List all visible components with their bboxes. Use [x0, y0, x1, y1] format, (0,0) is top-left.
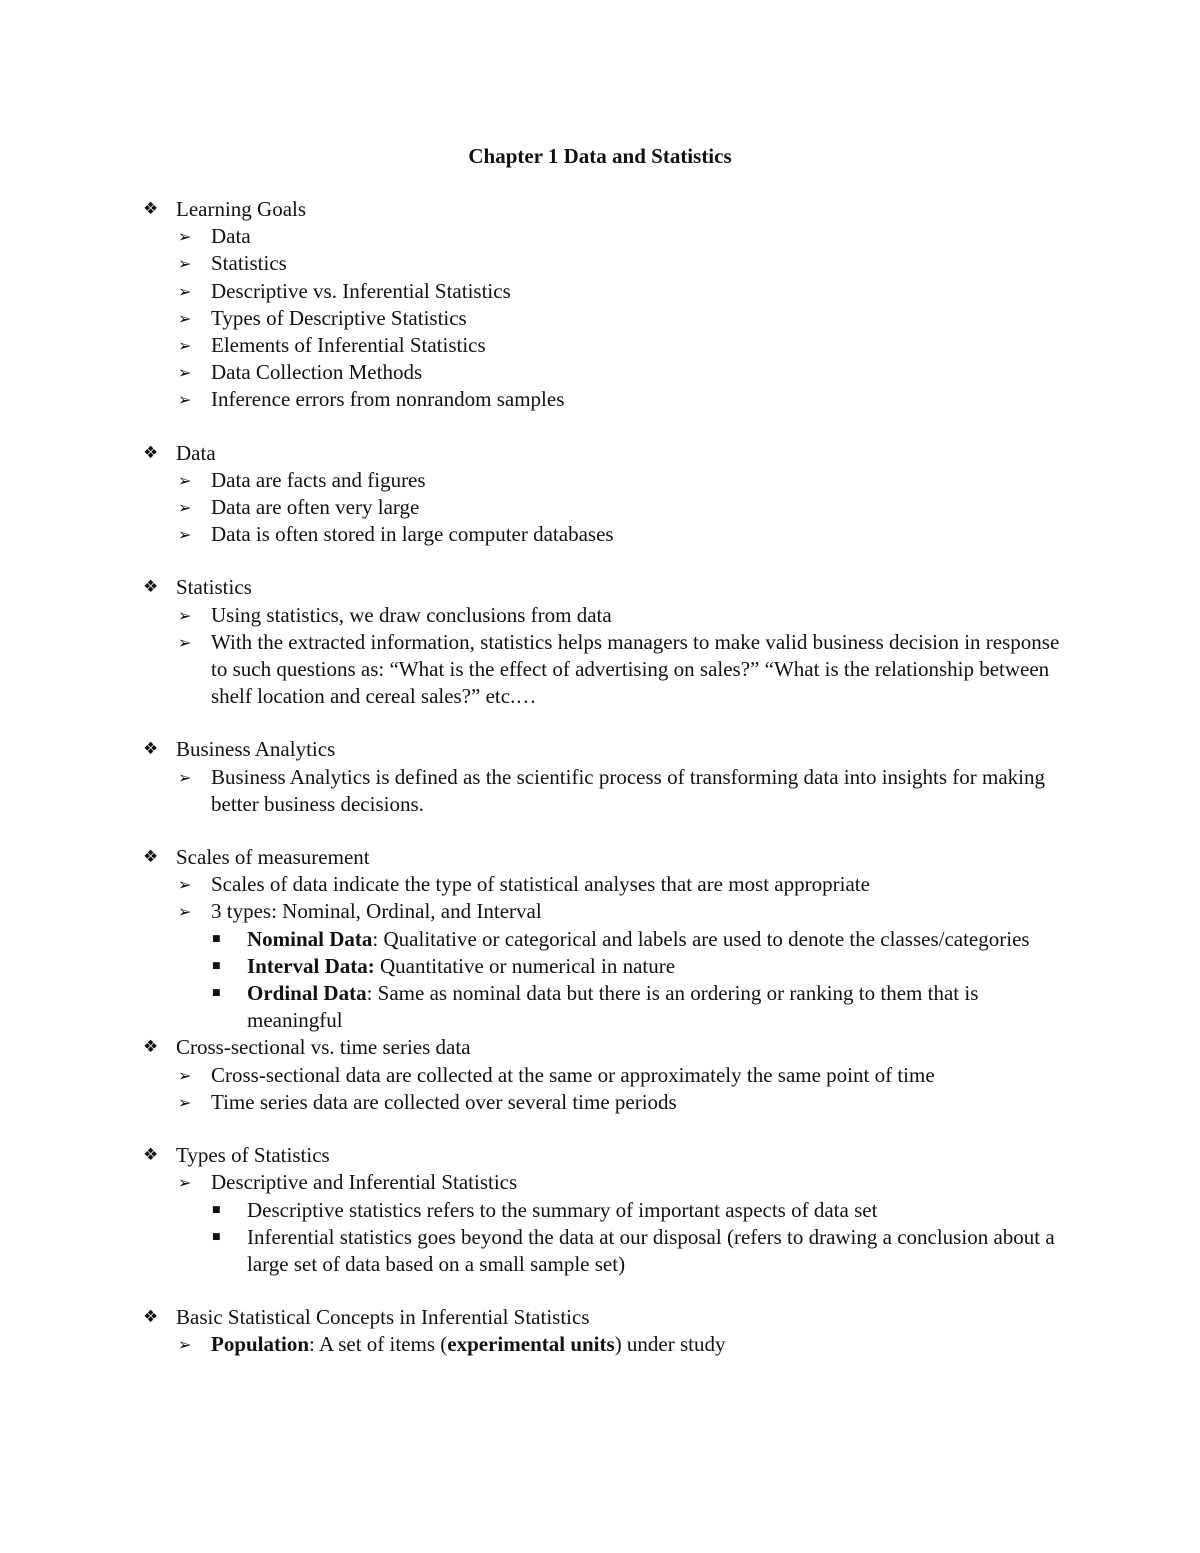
arrow-bullet-icon: ➢ — [178, 308, 192, 328]
section-heading: ❖ Business Analytics — [0, 736, 1200, 763]
section-basic-statistical-concepts — [0, 1304, 1200, 1358]
arrow-bullet-icon: ➢ — [178, 336, 192, 356]
list-item: ➢ Types of Descriptive Statistics — [0, 305, 1200, 332]
diamond-bullet-icon: ❖ — [143, 1307, 159, 1328]
arrow-bullet-icon: ➢ — [178, 363, 192, 383]
list-item: ➢ Time series data are collected over several time periods — [0, 1089, 1200, 1116]
section-heading: ❖ Learning Goals — [0, 196, 1200, 223]
section-heading: ❖ Basic Statistical Concepts in Inferential Statistics — [0, 1304, 1200, 1331]
arrow-bullet-icon: ➢ — [178, 470, 192, 490]
list-item: ➢ Inference errors from nonrandom samples — [0, 386, 1200, 413]
sub-list-item: ■ Inferential statistics goes beyond the data at our disposal (refers to drawing a conclusion about a large set of data based on a small sample set) — [212, 1224, 1055, 1276]
diamond-bullet-icon: ❖ — [143, 1145, 159, 1166]
square-bullet-icon: ■ — [212, 1231, 221, 1242]
section-learning-goals — [0, 196, 1200, 414]
arrow-bullet-icon: ➢ — [178, 1065, 192, 1085]
arrow-bullet-icon: ➢ — [178, 281, 192, 301]
sub-list-item: ■ Interval Data: Quantitative or numerical in nature — [0, 953, 1200, 980]
section-cross-sectional — [0, 1034, 1200, 1116]
diamond-bullet-icon: ❖ — [143, 847, 159, 868]
list-item: ➢ 3 types: Nominal, Ordinal, and Interval — [0, 898, 1200, 925]
arrow-bullet-icon: ➢ — [178, 1335, 192, 1355]
arrow-bullet-icon: ➢ — [178, 1092, 192, 1112]
list-item: ➢ Business Analytics is defined as the scientific process of transforming data into insights for making better business decisions. — [178, 764, 1046, 816]
arrow-bullet-icon: ➢ — [178, 605, 192, 625]
section-heading: ❖ Statistics — [0, 574, 1200, 601]
list-item: ➢ Population: A set of items (experimental units) under study — [0, 1331, 1200, 1358]
list-item: ➢ Elements of Inferential Statistics — [0, 332, 1200, 359]
section-scales-of-measurement — [0, 844, 1200, 1034]
section-data — [0, 440, 1200, 549]
section-heading: ❖ Scales of measurement — [0, 844, 1200, 871]
list-item: ➢ Data is often stored in large computer databases — [0, 521, 1200, 548]
list-item: ➢ Descriptive vs. Inferential Statistics — [0, 278, 1200, 305]
diamond-bullet-icon: ❖ — [143, 199, 159, 219]
section-business-analytics — [0, 736, 1200, 818]
square-bullet-icon: ■ — [212, 1204, 221, 1215]
section-heading: ❖ Types of Statistics — [0, 1142, 1200, 1169]
square-bullet-icon: ■ — [212, 988, 221, 999]
list-item: ➢ Descriptive and Inferential Statistics — [0, 1169, 1200, 1196]
list-item: ➢ Using statistics, we draw conclusions from data — [0, 602, 1200, 629]
list-item: ➢ With the extracted information, statistics helps managers to make valid business decision in response to such questions as: “What is the effect of advertising on sales?” “What is the relationship between shelf location and cereal sales?” etc.… — [178, 629, 1060, 709]
section-heading: ❖ Data — [0, 440, 1200, 467]
arrow-bullet-icon: ➢ — [178, 254, 192, 274]
list-item: ➢ Data are often very large — [0, 494, 1200, 521]
section-statistics — [0, 574, 1200, 710]
list-item: ➢ Data — [0, 223, 1200, 250]
arrow-bullet-icon: ➢ — [178, 1173, 192, 1193]
arrow-bullet-icon: ➢ — [178, 632, 192, 652]
arrow-bullet-icon: ➢ — [178, 525, 192, 545]
arrow-bullet-icon: ➢ — [178, 227, 192, 247]
arrow-bullet-icon: ➢ — [178, 902, 192, 922]
list-item: ➢ Cross-sectional data are collected at the same or approximately the same point of time — [0, 1062, 1200, 1089]
section-heading: ❖ Cross-sectional vs. time series data — [0, 1034, 1200, 1061]
square-bullet-icon: ■ — [212, 933, 221, 944]
list-item: ➢ Data are facts and figures — [0, 467, 1200, 494]
list-item: ➢ Data Collection Methods — [0, 359, 1200, 386]
square-bullet-icon: ■ — [212, 960, 221, 971]
diamond-bullet-icon: ❖ — [143, 442, 159, 463]
section-types-of-statistics — [0, 1142, 1200, 1278]
arrow-bullet-icon: ➢ — [178, 390, 192, 410]
diamond-bullet-icon: ❖ — [143, 1037, 159, 1058]
arrow-bullet-icon: ➢ — [178, 875, 192, 895]
list-item: ➢ Scales of data indicate the type of statistical analyses that are most appropriate — [0, 871, 1200, 898]
outline — [0, 196, 1200, 1359]
arrow-bullet-icon: ➢ — [178, 767, 192, 787]
diamond-bullet-icon: ❖ — [143, 739, 159, 760]
sub-list-item: ■ Nominal Data: Qualitative or categorical and labels are used to denote the classes/categories — [0, 926, 1200, 953]
sub-list-item: ■ Descriptive statistics refers to the summary of important aspects of data set — [0, 1197, 1200, 1224]
diamond-bullet-icon: ❖ — [143, 577, 159, 598]
page-title: Chapter 1 Data and Statistics — [468, 144, 732, 168]
arrow-bullet-icon: ➢ — [178, 498, 192, 518]
sub-list-item: ■ Ordinal Data: Same as nominal data but there is an ordering or ranking to them that is meaningful — [212, 981, 979, 1033]
list-item: ➢ Statistics — [0, 250, 1200, 277]
